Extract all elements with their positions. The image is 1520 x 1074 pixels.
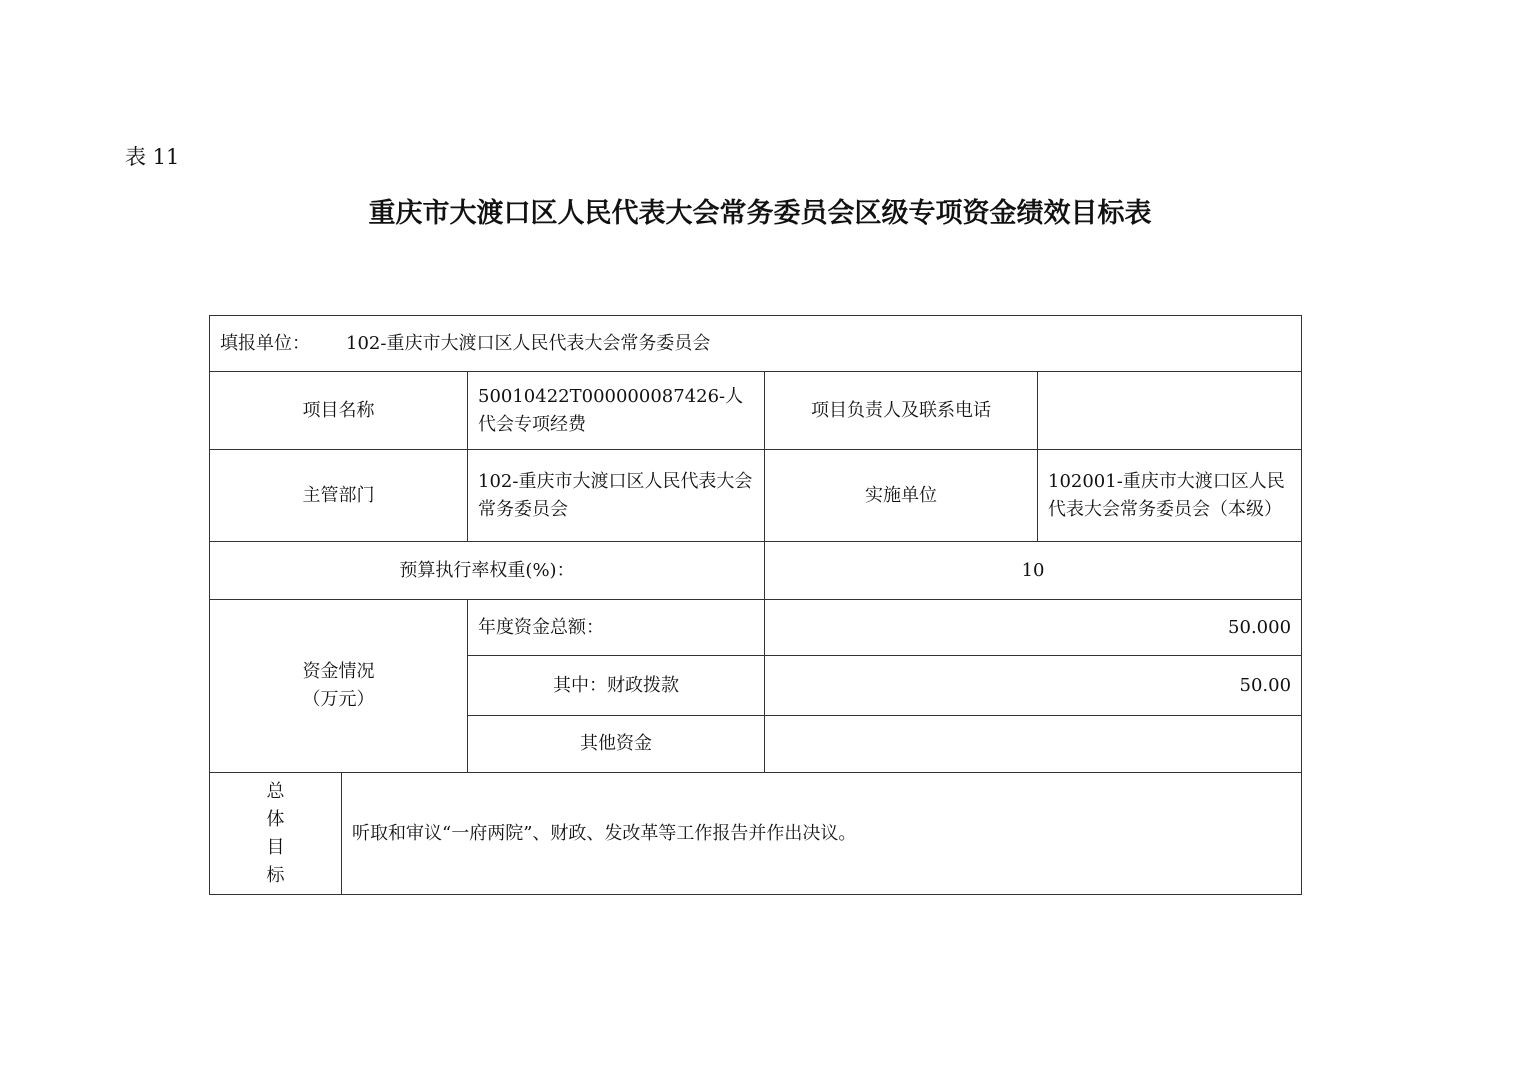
other-funds-value xyxy=(765,716,1302,773)
overall-goal-label xyxy=(210,773,342,895)
page-title: 重庆市大渡口区人民代表大会常务委员会区级专项资金绩效目标表 xyxy=(368,198,1152,229)
overall-goal-char-2: 体 xyxy=(266,808,285,830)
competent-dept-value: 102-重庆市大渡口区人民代表大会常务委员会 xyxy=(468,450,765,542)
overall-goal-char-1: 总 xyxy=(266,780,285,802)
performance-goal-table xyxy=(209,315,1302,895)
reporting-unit-value: 102-重庆市大渡口区人民代表大会常务委员会 xyxy=(346,332,711,354)
overall-goal-value: 听取和审议“一府两院”、财政、发改革等工作报告并作出决议。 xyxy=(342,773,1302,895)
budget-rate-row xyxy=(210,542,1302,600)
annual-total-value: 50.000 xyxy=(765,600,1302,656)
fiscal-allocation-value: 50.00 xyxy=(765,656,1302,716)
fiscal-allocation-label: 其中：财政拨款 xyxy=(468,656,765,716)
department-row xyxy=(210,450,1302,542)
budget-rate-weight-value: 10 xyxy=(765,542,1302,600)
overall-goal-char-3: 目 xyxy=(266,836,285,858)
overall-goal-char-4: 标 xyxy=(266,864,285,886)
table-number: 表 11 xyxy=(125,145,180,169)
project-name-row xyxy=(210,372,1302,450)
project-name-label: 项目名称 xyxy=(210,372,468,450)
reporting-unit-cell xyxy=(210,316,1302,372)
reporting-unit-row xyxy=(210,316,1302,372)
implementing-unit-label: 实施单位 xyxy=(765,450,1038,542)
funds-label-line1: 资金情况 xyxy=(302,661,375,682)
funds-label-line2: （万元） xyxy=(302,689,375,710)
annual-total-label: 年度资金总额： xyxy=(468,600,765,656)
project-leader-label: 项目负责人及联系电话 xyxy=(765,372,1038,450)
funds-label xyxy=(210,600,468,773)
annual-total-row xyxy=(210,600,1302,656)
implementing-unit-value: 102001-重庆市大渡口区人民代表大会常务委员会（本级） xyxy=(1038,450,1302,542)
budget-rate-weight-label: 预算执行率权重(%)： xyxy=(210,542,765,600)
project-leader-value xyxy=(1038,372,1302,450)
overall-goal-row xyxy=(210,773,1302,895)
project-name-value: 50010422T000000087426-人代会专项经费 xyxy=(468,372,765,450)
competent-dept-label: 主管部门 xyxy=(210,450,468,542)
reporting-unit-label: 填报单位： xyxy=(220,332,310,354)
other-funds-label: 其他资金 xyxy=(468,716,765,773)
